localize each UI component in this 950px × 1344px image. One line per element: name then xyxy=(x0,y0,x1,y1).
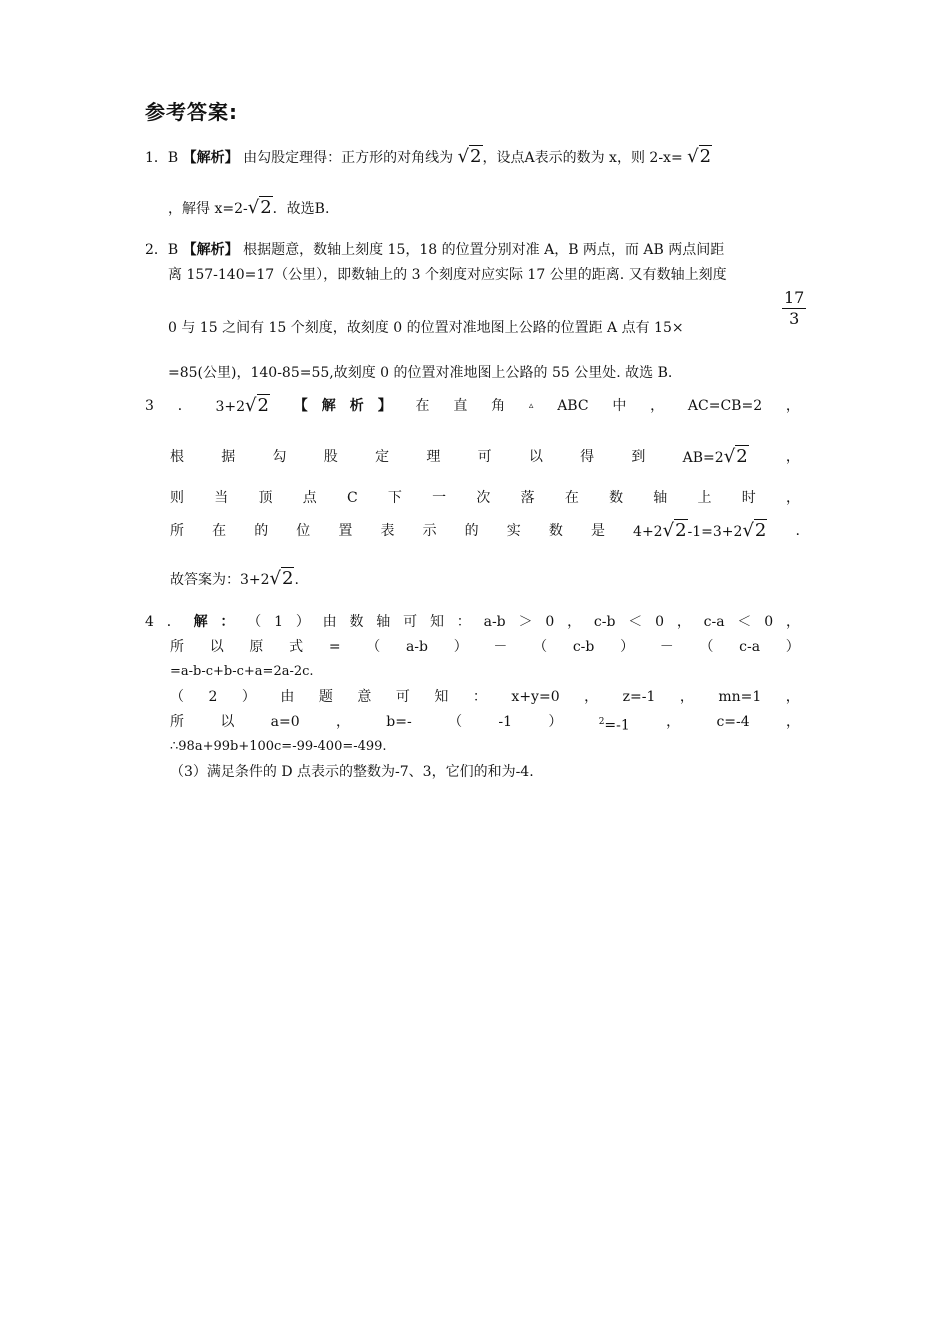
q4-row6: ∴98a+99b+100c=-99-400=-499. xyxy=(170,739,387,754)
sqrt-2: √2 xyxy=(662,520,687,541)
sqrt-2: √2 xyxy=(245,395,269,416)
page-title: 参考答案: xyxy=(145,100,238,124)
q4-row2: 所 以 原 式 = （ a-b ） － （ c-b ） － （ c-a ） xyxy=(170,639,800,655)
q1-line1: 1．B 【解析】 由勾股定理得：正方形的对角线为 √2，设点A表示的数为 x，则 2-x= √2 xyxy=(145,146,712,167)
q4-row4: （ 2 ） 由 题 意 可 知 ： x+y=0 ， z=-1 ， mn=1 ， xyxy=(170,689,800,705)
q4-row3: =a-b-c+b-c+a=2a-2c. xyxy=(170,664,314,679)
q2-line3: 0 与 15 之间有 15 个刻度，故刻度 0 的位置对准地图上公路的位置距 A 点有 15× xyxy=(168,320,684,336)
q1-line2: ，解得 x=2-√2．故选B. xyxy=(168,197,330,218)
q4-row7: （3）满足条件的 D 点表示的整数为-7、3，它们的和为-4. xyxy=(170,764,534,780)
q3-answer: 故答案为：3+2√2. xyxy=(170,568,299,589)
q3-row2: 根 据 勾 股 定 理 可 以 得 到 AB=2√2 ， xyxy=(170,446,800,467)
q2-line4: =85(公里)，140-85=55,故刻度 0 的位置对准地图上公路的 55 公里处. 故选 B. xyxy=(168,365,673,381)
q3-row1: 3 ． 3+2√2 【 解 析 】 在 直 角 ▵ ABC 中 ， AC=CB=2 ， xyxy=(145,395,800,416)
q4-row1: 4 ． 解 ： （ 1 ） 由 数 轴 可 知 ： a-b ＞ 0 ， c-b ＜ 0 ， c-a ＜ 0 ， xyxy=(145,614,800,630)
q3-row4: 所 在 的 位 置 表 示 的 实 数 是 4+2√2-1=3+2√2 . xyxy=(170,520,800,541)
sqrt-2: √2 xyxy=(687,146,712,167)
q2-line2: 离 157-140=17（公里），即数轴上的 3 个刻度对应实际 17 公里的距离. 又有数轴上刻度 xyxy=(168,267,727,283)
fraction: $\frac{17}{3}$ xyxy=(784,288,805,328)
q2-line1: 2．B 【解析】 根据题意，数轴上刻度 15，18 的位置分别对准 A，B 两点，而 AB 两点间距 xyxy=(145,242,725,258)
sqrt-2: √2 xyxy=(723,446,748,467)
sqrt-2: √2 xyxy=(742,520,767,541)
q3-row3: 则 当 顶 点 C 下 一 次 落 在 数 轴 上 时 ， xyxy=(170,490,800,506)
sqrt-2: √2 xyxy=(247,197,272,218)
sqrt-2: √2 xyxy=(269,568,294,589)
q4-row5: 所 以 a=0 ， b=- （ -1 ） $^2$=-1 ， c=-4 ， xyxy=(170,714,800,734)
sqrt-2: √2 xyxy=(457,146,482,167)
